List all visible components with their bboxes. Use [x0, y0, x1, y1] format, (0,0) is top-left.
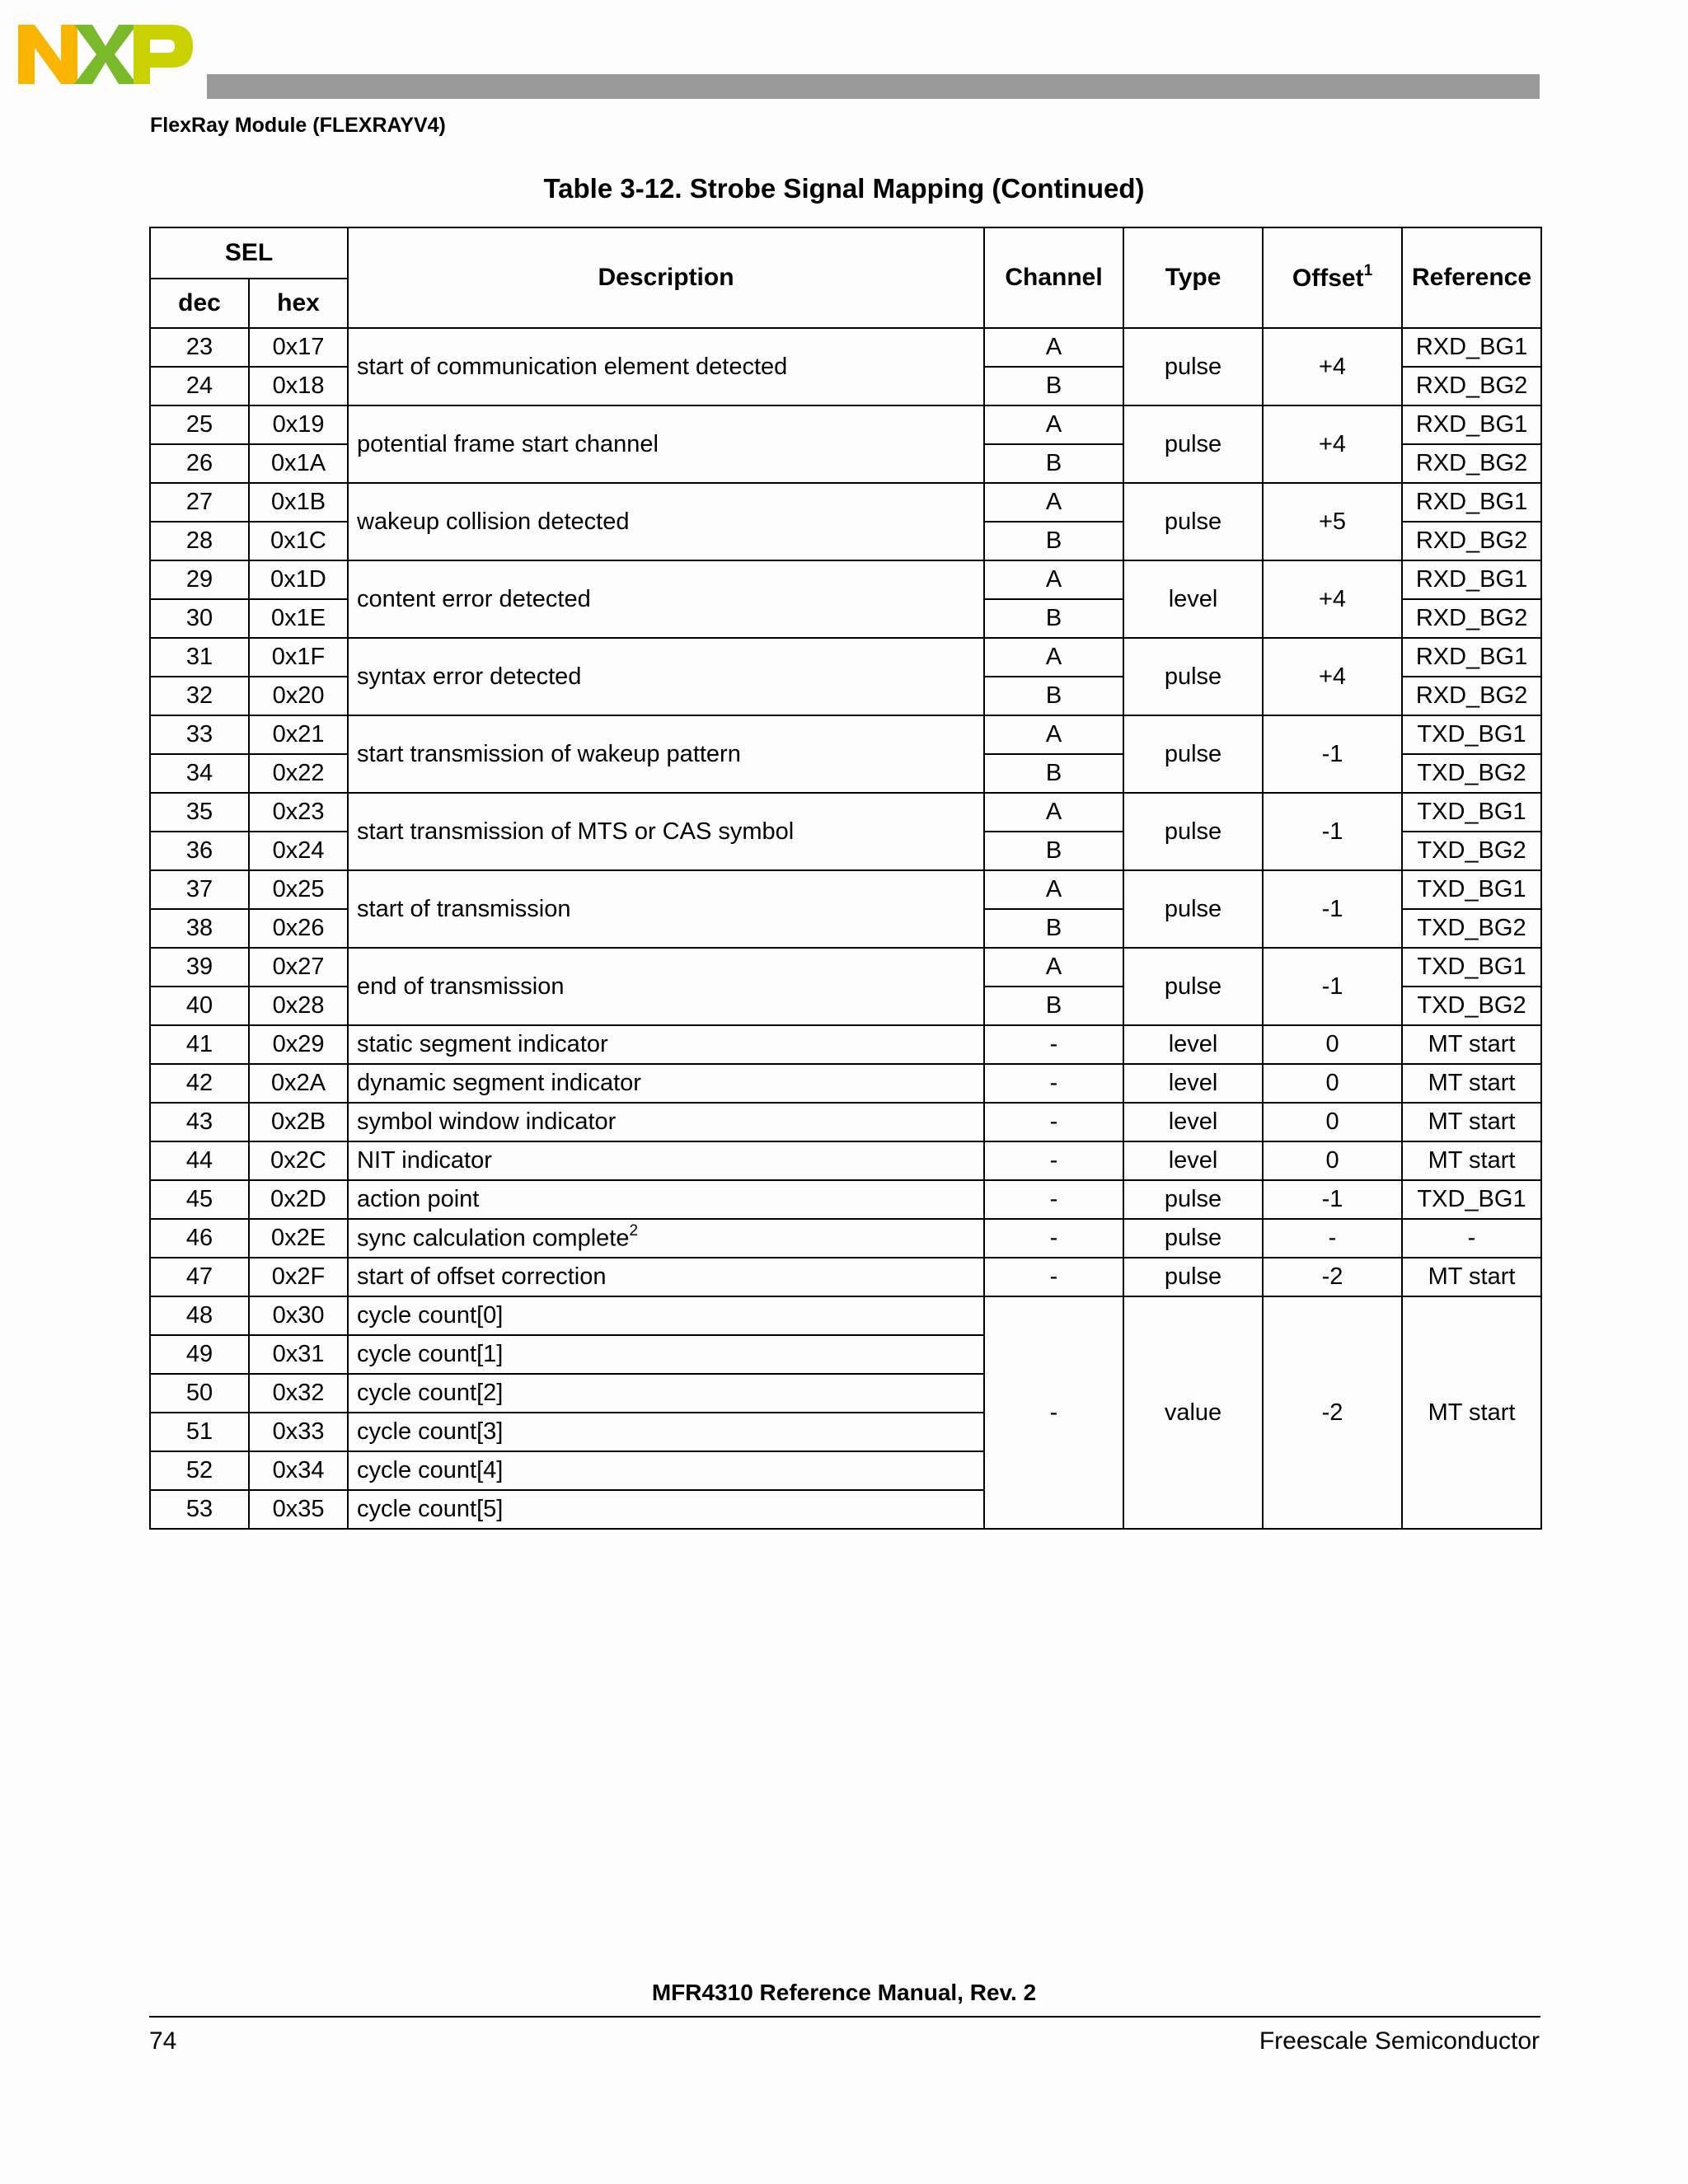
cell-dec: 33 — [150, 715, 249, 754]
cell-offset: 0 — [1263, 1103, 1402, 1141]
cell-dec: 39 — [150, 948, 249, 987]
footnote-marker-2: 2 — [629, 1222, 639, 1240]
cell-offset: +4 — [1263, 405, 1402, 483]
page-number: 74 — [149, 2027, 177, 2055]
cell-channel: A — [984, 638, 1123, 677]
table-row — [150, 870, 1541, 909]
cell-hex: 0x2C — [249, 1141, 348, 1180]
cell-description: action point — [348, 1180, 984, 1219]
cell-channel: - — [984, 1103, 1123, 1141]
cell-channel: B — [984, 909, 1123, 948]
cell-reference: RXD_BG1 — [1402, 328, 1541, 367]
cell-reference: MT start — [1402, 1296, 1541, 1529]
cell-dec: 34 — [150, 754, 249, 793]
header-hex: hex — [249, 279, 348, 328]
cell-reference: TXD_BG1 — [1402, 948, 1541, 987]
cell-reference: RXD_BG1 — [1402, 483, 1541, 522]
cell-dec: 42 — [150, 1064, 249, 1103]
cell-description: cycle count[5] — [348, 1490, 984, 1529]
cell-offset: +5 — [1263, 483, 1402, 560]
header-reference: Reference — [1402, 227, 1541, 328]
cell-offset: -1 — [1263, 948, 1402, 1025]
cell-reference: MT start — [1402, 1258, 1541, 1296]
header-description: Description — [348, 227, 984, 328]
cell-channel: B — [984, 367, 1123, 405]
cell-hex: 0x1A — [249, 444, 348, 483]
cell-description: cycle count[3] — [348, 1413, 984, 1451]
cell-reference: TXD_BG2 — [1402, 909, 1541, 948]
cell-dec: 53 — [150, 1490, 249, 1529]
cell-dec: 36 — [150, 832, 249, 870]
cell-channel: A — [984, 948, 1123, 987]
cell-offset: +4 — [1263, 328, 1402, 405]
table-row — [150, 1258, 1541, 1296]
cell-dec: 37 — [150, 870, 249, 909]
cell-hex: 0x30 — [249, 1296, 348, 1335]
footer-title: MFR4310 Reference Manual, Rev. 2 — [651, 1980, 1037, 2005]
table-row — [150, 1180, 1541, 1219]
cell-reference: RXD_BG1 — [1402, 560, 1541, 599]
cell-reference: TXD_BG2 — [1402, 832, 1541, 870]
cell-hex: 0x2B — [249, 1103, 348, 1141]
cell-hex: 0x21 — [249, 715, 348, 754]
cell-hex: 0x27 — [249, 948, 348, 987]
cell-offset: -2 — [1263, 1258, 1402, 1296]
cell-hex: 0x1E — [249, 599, 348, 638]
cell-offset: -1 — [1263, 1180, 1402, 1219]
cell-channel: - — [984, 1064, 1123, 1103]
cell-dec: 50 — [150, 1374, 249, 1413]
footer-rule — [149, 2016, 1540, 2018]
cell-offset: +4 — [1263, 560, 1402, 638]
cell-reference: - — [1402, 1219, 1541, 1258]
cell-description: cycle count[4] — [348, 1451, 984, 1490]
cell-dec: 41 — [150, 1025, 249, 1064]
cell-reference: TXD_BG2 — [1402, 987, 1541, 1025]
cell-reference: RXD_BG1 — [1402, 405, 1541, 444]
table-row — [150, 1296, 1541, 1335]
table-row — [150, 715, 1541, 754]
cell-hex: 0x29 — [249, 1025, 348, 1064]
table-body — [150, 328, 1541, 1529]
cell-dec: 35 — [150, 793, 249, 832]
cell-dec: 24 — [150, 367, 249, 405]
cell-offset: 0 — [1263, 1064, 1402, 1103]
cell-hex: 0x31 — [249, 1335, 348, 1374]
table-row — [150, 1064, 1541, 1103]
cell-type: pulse — [1123, 870, 1263, 948]
cell-channel: A — [984, 483, 1123, 522]
cell-channel: - — [984, 1258, 1123, 1296]
cell-description: symbol window indicator — [348, 1103, 984, 1141]
cell-channel: - — [984, 1219, 1123, 1258]
table-caption: Table 3-12. Strobe Signal Mapping (Continued) — [543, 173, 1145, 204]
cell-offset: -1 — [1263, 793, 1402, 870]
cell-reference: TXD_BG1 — [1402, 1180, 1541, 1219]
cell-description: syntax error detected — [348, 638, 984, 715]
cell-hex: 0x1B — [249, 483, 348, 522]
cell-reference: RXD_BG1 — [1402, 638, 1541, 677]
cell-description: content error detected — [348, 560, 984, 638]
cell-hex: 0x2E — [249, 1219, 348, 1258]
cell-hex: 0x18 — [249, 367, 348, 405]
cell-channel: A — [984, 870, 1123, 909]
table-row — [150, 1103, 1541, 1141]
cell-description: cycle count[2] — [348, 1374, 984, 1413]
cell-hex: 0x35 — [249, 1490, 348, 1529]
cell-description: static segment indicator — [348, 1025, 984, 1064]
cell-offset: -2 — [1263, 1296, 1402, 1529]
cell-type: level — [1123, 1025, 1263, 1064]
cell-channel: B — [984, 754, 1123, 793]
header-dec: dec — [150, 279, 249, 328]
cell-offset: - — [1263, 1219, 1402, 1258]
cell-channel: A — [984, 715, 1123, 754]
cell-channel: A — [984, 560, 1123, 599]
cell-hex: 0x25 — [249, 870, 348, 909]
cell-hex: 0x17 — [249, 328, 348, 367]
cell-offset: -1 — [1263, 715, 1402, 793]
cell-type: level — [1123, 1141, 1263, 1180]
table-row — [150, 560, 1541, 599]
cell-hex: 0x1C — [249, 522, 348, 560]
cell-description: cycle count[0] — [348, 1296, 984, 1335]
logo-letter-n — [18, 25, 77, 84]
cell-dec: 38 — [150, 909, 249, 948]
cell-hex: 0x34 — [249, 1451, 348, 1490]
cell-offset: +4 — [1263, 638, 1402, 715]
logo-letter-x — [74, 25, 137, 84]
cell-description: wakeup collision detected — [348, 483, 984, 560]
cell-type: pulse — [1123, 1258, 1263, 1296]
cell-channel: A — [984, 328, 1123, 367]
cell-reference: TXD_BG1 — [1402, 793, 1541, 832]
cell-description: cycle count[1] — [348, 1335, 984, 1374]
cell-type: pulse — [1123, 638, 1263, 715]
cell-dec: 51 — [150, 1413, 249, 1451]
cell-reference: TXD_BG1 — [1402, 715, 1541, 754]
header-channel: Channel — [984, 227, 1123, 328]
table-row — [150, 483, 1541, 522]
cell-dec: 44 — [150, 1141, 249, 1180]
cell-hex: 0x23 — [249, 793, 348, 832]
strobe-signal-mapping-table — [149, 227, 1542, 1530]
cell-reference: RXD_BG2 — [1402, 444, 1541, 483]
cell-hex: 0x28 — [249, 987, 348, 1025]
cell-reference: MT start — [1402, 1141, 1541, 1180]
cell-type: pulse — [1123, 328, 1263, 405]
cell-hex: 0x20 — [249, 677, 348, 715]
cell-description: NIT indicator — [348, 1141, 984, 1180]
cell-reference: RXD_BG2 — [1402, 677, 1541, 715]
cell-dec: 48 — [150, 1296, 249, 1335]
table-row — [150, 1141, 1541, 1180]
header-offset-label: Offset — [1292, 264, 1364, 292]
cell-type: level — [1123, 1103, 1263, 1141]
cell-channel: B — [984, 522, 1123, 560]
cell-hex: 0x1D — [249, 560, 348, 599]
cell-description: start transmission of wakeup pattern — [348, 715, 984, 793]
footnote-marker-1: 1 — [1363, 261, 1373, 279]
cell-channel: B — [984, 599, 1123, 638]
cell-dec: 47 — [150, 1258, 249, 1296]
header-sel: SEL — [150, 227, 348, 279]
cell-reference: TXD_BG2 — [1402, 754, 1541, 793]
cell-type: pulse — [1123, 483, 1263, 560]
cell-reference: RXD_BG2 — [1402, 367, 1541, 405]
header-type: Type — [1123, 227, 1263, 328]
cell-channel: A — [984, 405, 1123, 444]
cell-reference: MT start — [1402, 1025, 1541, 1064]
cell-description: dynamic segment indicator — [348, 1064, 984, 1103]
cell-dec: 26 — [150, 444, 249, 483]
cell-channel: - — [984, 1296, 1123, 1529]
cell-channel: - — [984, 1025, 1123, 1064]
cell-type: pulse — [1123, 1180, 1263, 1219]
cell-dec: 40 — [150, 987, 249, 1025]
cell-hex: 0x33 — [249, 1413, 348, 1451]
cell-hex: 0x1F — [249, 638, 348, 677]
cell-type: level — [1123, 1064, 1263, 1103]
cell-dec: 46 — [150, 1219, 249, 1258]
cell-type: level — [1123, 560, 1263, 638]
cell-description — [348, 1219, 984, 1258]
cell-hex: 0x32 — [249, 1374, 348, 1413]
cell-hex: 0x2D — [249, 1180, 348, 1219]
cell-offset: 0 — [1263, 1141, 1402, 1180]
cell-hex: 0x24 — [249, 832, 348, 870]
header-offset — [1263, 227, 1402, 328]
table-row — [150, 405, 1541, 444]
table-row — [150, 638, 1541, 677]
cell-dec: 52 — [150, 1451, 249, 1490]
cell-reference: RXD_BG2 — [1402, 522, 1541, 560]
cell-description: start transmission of MTS or CAS symbol — [348, 793, 984, 870]
cell-reference: MT start — [1402, 1064, 1541, 1103]
cell-dec: 30 — [150, 599, 249, 638]
section-title: FlexRay Module (FLEXRAYV4) — [150, 114, 446, 137]
cell-dec: 32 — [150, 677, 249, 715]
cell-dec: 29 — [150, 560, 249, 599]
cell-description: potential frame start channel — [348, 405, 984, 483]
table-row — [150, 1219, 1541, 1258]
table-row — [150, 793, 1541, 832]
table-row — [150, 1025, 1541, 1064]
cell-hex: 0x2F — [249, 1258, 348, 1296]
cell-offset: -1 — [1263, 870, 1402, 948]
cell-dec: 25 — [150, 405, 249, 444]
cell-hex: 0x26 — [249, 909, 348, 948]
cell-dec: 23 — [150, 328, 249, 367]
cell-channel: - — [984, 1141, 1123, 1180]
cell-dec: 28 — [150, 522, 249, 560]
table-row — [150, 948, 1541, 987]
cell-description: start of communication element detected — [348, 328, 984, 405]
cell-channel: B — [984, 987, 1123, 1025]
table-row — [150, 328, 1541, 367]
cell-type: pulse — [1123, 793, 1263, 870]
header-bar — [207, 74, 1540, 99]
cell-channel: B — [984, 832, 1123, 870]
cell-reference: RXD_BG2 — [1402, 599, 1541, 638]
cell-dec: 49 — [150, 1335, 249, 1374]
cell-offset: 0 — [1263, 1025, 1402, 1064]
cell-channel: B — [984, 677, 1123, 715]
cell-channel: B — [984, 444, 1123, 483]
cell-dec: 31 — [150, 638, 249, 677]
cell-reference: TXD_BG1 — [1402, 870, 1541, 909]
cell-channel: - — [984, 1180, 1123, 1219]
cell-description: start of offset correction — [348, 1258, 984, 1296]
nxp-logo — [18, 21, 195, 87]
cell-dec: 45 — [150, 1180, 249, 1219]
logo-letter-p — [134, 25, 193, 84]
publisher: Freescale Semiconductor — [1259, 2027, 1540, 2055]
cell-reference: MT start — [1402, 1103, 1541, 1141]
cell-type: pulse — [1123, 405, 1263, 483]
cell-description-text: sync calculation complete — [357, 1225, 630, 1252]
cell-type: pulse — [1123, 715, 1263, 793]
cell-channel: A — [984, 793, 1123, 832]
cell-type: pulse — [1123, 1219, 1263, 1258]
cell-hex: 0x22 — [249, 754, 348, 793]
cell-dec: 43 — [150, 1103, 249, 1141]
cell-hex: 0x19 — [249, 405, 348, 444]
cell-dec: 27 — [150, 483, 249, 522]
cell-description: start of transmission — [348, 870, 984, 948]
cell-type: value — [1123, 1296, 1263, 1529]
cell-type: pulse — [1123, 948, 1263, 1025]
cell-hex: 0x2A — [249, 1064, 348, 1103]
cell-description: end of transmission — [348, 948, 984, 1025]
